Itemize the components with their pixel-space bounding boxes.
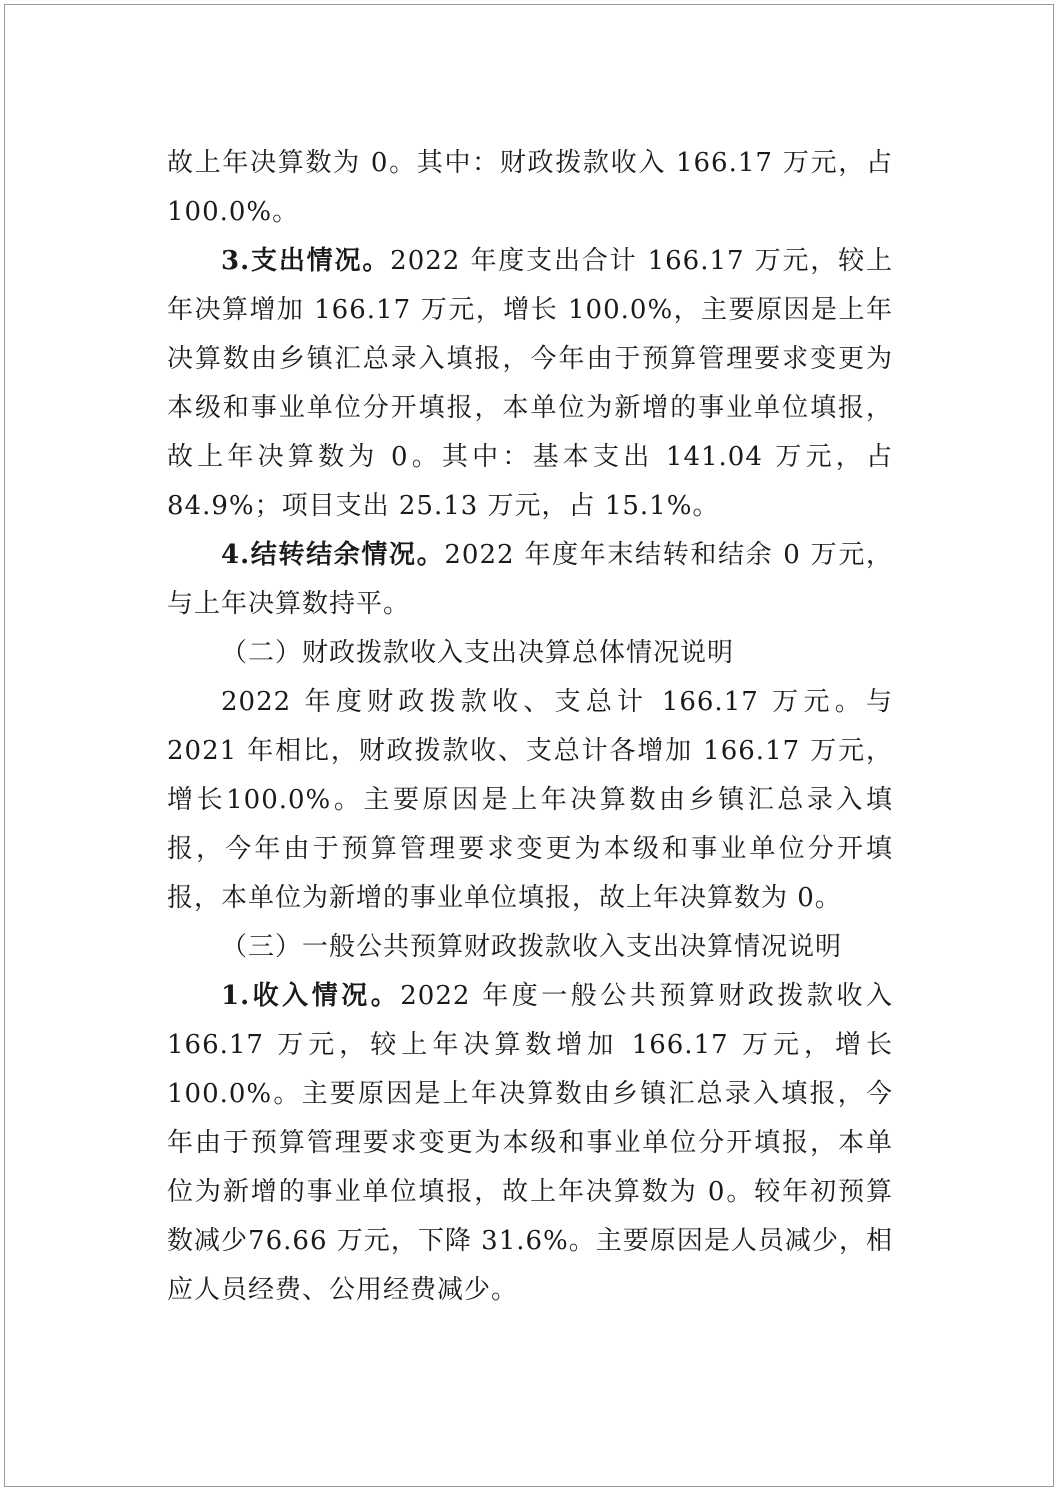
paragraph-text: 2022 年度支出合计 166.17 万元，较上年决算增加 166.17 万元，增长 100.0%，主要原因是上年决算数由乡镇汇总录入填报，今年由于预算管理要求变更为本级和事业单位分开填报，本单位为新增的事业单位填报，故上年决算数为 0。其中：基本支出 141.04 万元，占 84.9%；项目支出 25.13 万元，占 15.1%。 (167, 246, 893, 521)
document-body (167, 139, 893, 1315)
section-heading-general-budget: （三）一般公共预算财政拨款收入支出决算情况说明 (221, 932, 843, 962)
paragraph-text: 2022 年度财政拨款收、支总计 166.17 万元。与 2021 年相比，财政拨款收、支总计各增加 166.17 万元，增长100.0%。主要原因是上年决算数由乡镇汇总录入填报，今年由于预算管理要求变更为本级和事业单位分开填报，本单位为新增的事业单位填报，故上年决算数为 0。 (167, 687, 893, 913)
section-lead-carryover: 4.结转结余情况。 (221, 540, 445, 570)
paragraph-text: 2022 年度年末结转和结余 0 万元，与上年决算数持平。 (167, 540, 893, 619)
section-lead-expenditure: 3.支出情况。 (221, 246, 391, 276)
section-lead-income: 1.收入情况。 (221, 981, 401, 1011)
paragraph-general-budget-income (167, 972, 893, 1315)
paragraph-text: 2022 年度一般公共预算财政拨款收入166.17 万元，较上年决算数增加 166.17 万元，增长 100.0%。主要原因是上年决算数由乡镇汇总录入填报，今年由于预算管理要求变更为本级和事业单位分开填报，本单位为新增的事业单位填报，故上年决算数为 0。较年初预算数减少76.66 万元，下降 31.6%。主要原因是人员减少，相应人员经费、公用经费减少。 (167, 981, 893, 1305)
paragraph-carryover (167, 531, 893, 629)
paragraph-fiscal-overall (167, 678, 893, 923)
section-heading-fiscal-overall: （二）财政拨款收入支出决算总体情况说明 (221, 638, 735, 668)
paragraph-expenditure (167, 237, 893, 531)
paragraph-text: 故上年决算数为 0。其中：财政拨款收入 166.17 万元，占100.0%。 (167, 148, 893, 227)
paragraph-income-continuation (167, 139, 893, 237)
